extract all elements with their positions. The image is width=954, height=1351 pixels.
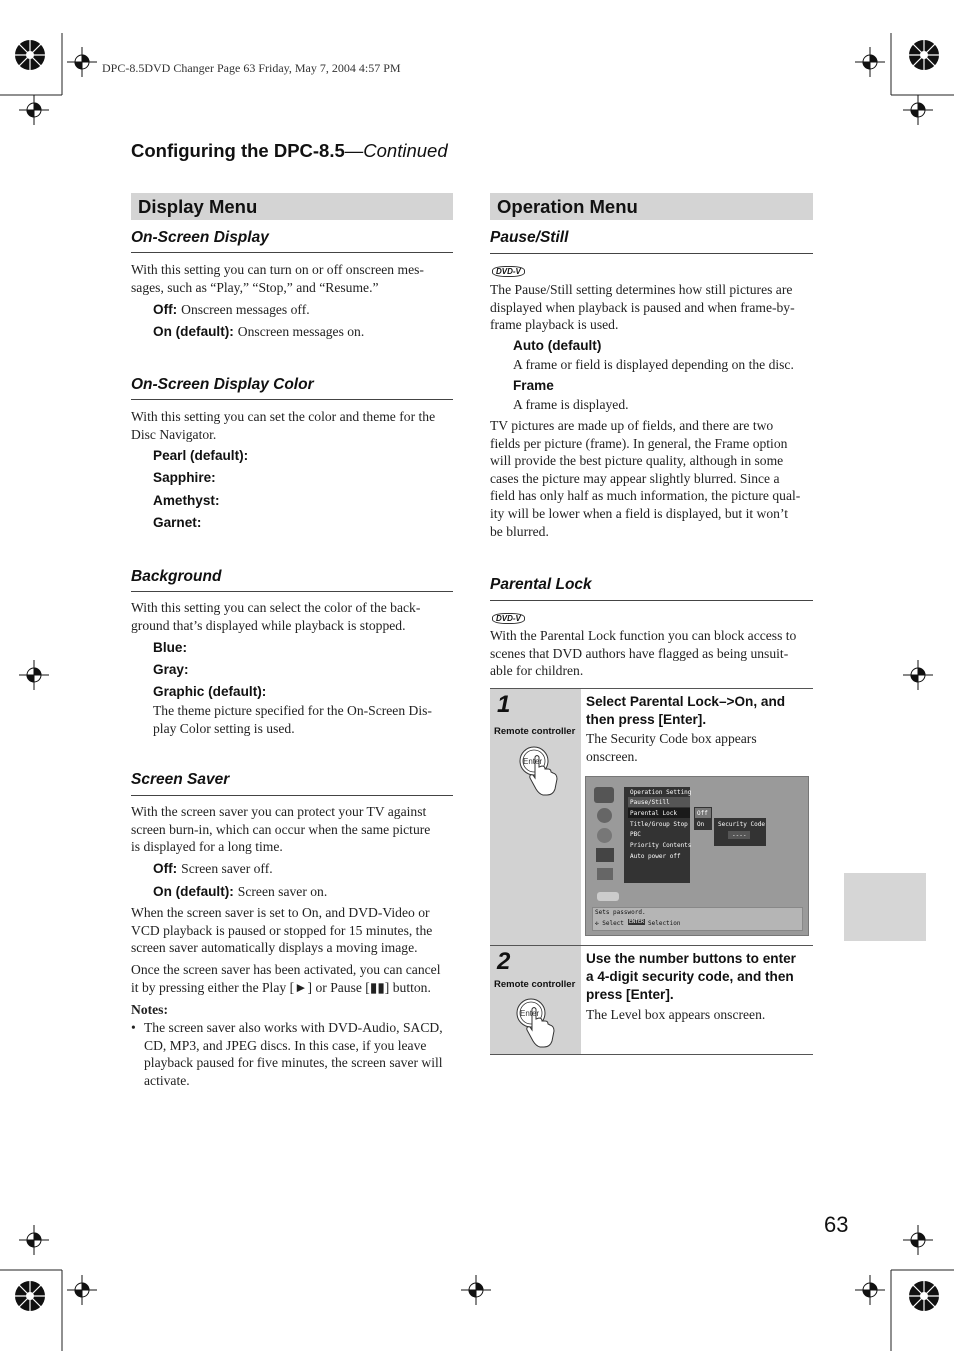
operation-icon — [597, 868, 613, 880]
step-2-remote-label: Remote controller — [494, 979, 576, 990]
section-title: Operation Menu — [497, 196, 638, 217]
text-line: be blurred. — [490, 523, 549, 539]
text-line: Once the screen saver has been activated, you can cancel — [131, 962, 441, 977]
section-title: Display Menu — [138, 196, 258, 217]
audio-icon — [597, 808, 612, 823]
text-line: press [Enter]. — [586, 987, 674, 1002]
option-garnet: Garnet: — [153, 515, 202, 530]
text-line: With the screen saver you can protect your TV against — [131, 804, 427, 819]
text-line: Select Parental Lock–>On, and — [586, 694, 786, 709]
osd-menu-item: PBC — [630, 831, 641, 838]
enter-button-label: Enter — [523, 757, 543, 766]
option-off — [153, 301, 310, 319]
option-text: Onscreen messages off. — [181, 302, 310, 317]
text-line: ity will be lower when a field is displayed, but it won’t — [490, 505, 789, 521]
osd-value-on: On — [697, 821, 705, 828]
text-line: With this setting you can set the color and theme for the — [131, 409, 436, 424]
text-line: The Level box appears onscreen. — [586, 1007, 766, 1022]
osd-description — [131, 261, 461, 296]
heading-rule — [131, 399, 453, 400]
heading-rule — [490, 600, 813, 601]
option-amethyst: Amethyst: — [153, 493, 220, 508]
osd-hint-text: Sets password. — [595, 909, 646, 916]
enter-button-hand-icon — [515, 745, 571, 799]
text-line: it by pressing either the Play [►] or Pause [▮▮] button. — [131, 979, 431, 995]
text-line: playback paused for five minutes, the screen saver will — [144, 1055, 443, 1071]
page-title-continued: —Continued — [344, 140, 448, 161]
text-line: activate. — [144, 1072, 190, 1088]
step-2-number: 2 — [497, 948, 511, 975]
screen-saver-cancel-paragraph — [131, 961, 461, 996]
option-pearl: Pearl (default): — [153, 448, 249, 463]
print-slug-line: DPC-8.5DVD Changer Page 63 Friday, May 7, 2004 4:57 PM — [102, 61, 401, 75]
text-line: With this setting you can select the color of the back- — [131, 600, 421, 615]
heading-on-screen-display: On-Screen Display — [131, 229, 269, 246]
dvd-video-icon — [492, 261, 525, 279]
dvd-badge-text: DVD-V — [492, 613, 525, 624]
fields-paragraph — [490, 417, 820, 540]
text-line: a 4-digit security code, and then — [586, 969, 794, 984]
dvd-badge-text: DVD-V — [492, 266, 525, 277]
text-line: screen burn-in, which can occur when the same picture — [131, 821, 431, 837]
heading-rule — [131, 252, 453, 253]
step-1-text — [586, 730, 814, 765]
step-2-heading — [586, 950, 814, 1004]
option-frame-text: A frame is displayed. — [513, 397, 629, 412]
option-frame: Frame — [513, 378, 554, 393]
option-auto-text: A frame or field is displayed depending on the disc. — [513, 357, 794, 372]
osd-nav-selection: Selection — [648, 920, 681, 927]
note-bullet: • — [131, 1020, 136, 1035]
text-line: When the screen saver is set to On, and DVD-Video or — [131, 905, 430, 920]
option-text: Onscreen messages on. — [237, 324, 365, 339]
step-2-text — [586, 1006, 814, 1024]
option-label: On (default): — [153, 884, 234, 899]
text-line: The screen saver also works with DVD-Audio, SACD, — [144, 1020, 443, 1035]
text-line: With the Parental Lock function you can block access to — [490, 628, 797, 643]
text-line: VCD playback is paused or stopped for 15 minutes, the — [131, 922, 433, 938]
background-description — [131, 599, 461, 634]
osd-nav-select: ✣ Select — [595, 920, 624, 927]
text-line: fields per picture (frame). In general, the Frame option — [490, 435, 788, 451]
heading-rule — [490, 253, 813, 254]
page-title — [131, 140, 448, 162]
enter-key-icon — [597, 892, 619, 901]
heading-rule — [131, 795, 453, 796]
text-line: Use the number buttons to enter — [586, 951, 796, 966]
text-line: scenes that DVD authors have flagged as being unsuit- — [490, 645, 789, 661]
heading-on-screen-display-color: On-Screen Display Color — [131, 376, 314, 393]
text-line: will provide the best picture quality, although in some — [490, 453, 784, 469]
text-line: then press [Enter]. — [586, 712, 707, 727]
language-icon — [596, 848, 614, 862]
option-auto-default: Auto (default) — [513, 338, 602, 353]
osd-value-off: Off — [697, 810, 708, 817]
pause-still-description — [490, 281, 820, 334]
option-label: Off: — [153, 861, 178, 876]
heading-screen-saver: Screen Saver — [131, 771, 230, 788]
page-title-main: Configuring the DPC-8.5 — [131, 140, 345, 161]
osd-color-description — [131, 408, 461, 443]
option-sapphire: Sapphire: — [153, 470, 216, 485]
screen-saver-description — [131, 803, 461, 856]
text-line: The Pause/Still setting determines how still pictures are — [490, 282, 793, 297]
text-line: play Color setting is used. — [153, 720, 295, 736]
osd-enter-key: ENTER — [629, 919, 645, 925]
note-text — [144, 1019, 462, 1089]
text-line: TV pictures are made up of fields, and there are two — [490, 418, 774, 433]
heading-background: Background — [131, 568, 222, 585]
option-gray: Gray: — [153, 662, 189, 677]
enter-button-label: Enter — [520, 1009, 540, 1018]
option-text: Screen saver off. — [181, 861, 273, 876]
option-text: Screen saver on. — [237, 884, 328, 899]
option-label: Off: — [153, 302, 178, 317]
heading-pause-still: Pause/Still — [490, 229, 569, 246]
osd-menu-item-selected: Parental Lock — [630, 810, 677, 817]
text-line: displayed when playback is paused and when frame-by- — [490, 299, 795, 315]
text-line: field has only half as much information, the picture qual- — [490, 488, 801, 504]
step-1-heading — [586, 693, 814, 729]
dvd-video-icon — [492, 608, 525, 626]
osd-menu-item: Priority Contents — [630, 842, 692, 849]
text-line: The Security Code box appears — [586, 731, 757, 746]
text-line: cases the picture may appear slightly blurred. Since a — [490, 470, 780, 486]
osd-screenshot — [585, 776, 809, 936]
osd-nav-select-label: Select — [602, 920, 624, 927]
option-blue: Blue: — [153, 640, 187, 655]
option-on-default — [153, 323, 364, 341]
option-graphic-default: Graphic (default): — [153, 684, 267, 699]
heading-parental-lock: Parental Lock — [490, 576, 592, 593]
enter-button-hand-icon — [512, 997, 568, 1051]
text-line: frame playback is used. — [490, 317, 619, 333]
speaker-icon — [597, 828, 612, 843]
section-header-operation-menu — [490, 193, 813, 220]
option-screen-saver-on — [153, 883, 327, 901]
text-line: ground that’s displayed while playback is stopped. — [131, 617, 406, 633]
option-label: On (default): — [153, 324, 234, 339]
security-code-label: Security Code — [718, 821, 765, 828]
page-number: 63 — [824, 1212, 849, 1237]
heading-rule — [131, 591, 453, 592]
text-line: With this setting you can turn on or off onscreen mes- — [131, 262, 424, 277]
security-code-value: ---- — [732, 832, 747, 839]
graphic-option-description — [153, 702, 463, 737]
osd-menu-item: Auto power off — [630, 853, 681, 860]
parental-lock-description — [490, 627, 820, 680]
step-1-number: 1 — [497, 691, 511, 718]
text-line: is displayed for a long time. — [131, 839, 283, 855]
screen-saver-paragraph — [131, 904, 461, 957]
osd-menu-item: Title/Group Stop — [630, 821, 688, 828]
text-line: Disc Navigator. — [131, 426, 217, 442]
display-icon — [594, 787, 614, 803]
thumb-tab — [844, 873, 926, 941]
notes-label: Notes: — [131, 1002, 168, 1017]
text-line: The theme picture specified for the On-Screen Dis- — [153, 703, 432, 718]
text-line: CD, MP3, and JPEG discs. In this case, if you leave — [144, 1037, 427, 1053]
osd-menu-title: Operation Setting — [630, 789, 692, 796]
section-header-display-menu — [131, 193, 453, 220]
text-line: screen saver automatically displays a moving image. — [131, 940, 418, 956]
text-line: sages, such as “Play,” “Stop,” and “Resume.” — [131, 279, 379, 295]
step-1-remote-label: Remote controller — [494, 726, 576, 737]
option-screen-saver-off — [153, 860, 273, 878]
text-line: able for children. — [490, 663, 584, 679]
step-table-bottom-rule — [490, 1054, 813, 1055]
osd-menu-item: Pause/Still — [630, 799, 670, 806]
text-line: onscreen. — [586, 748, 638, 764]
